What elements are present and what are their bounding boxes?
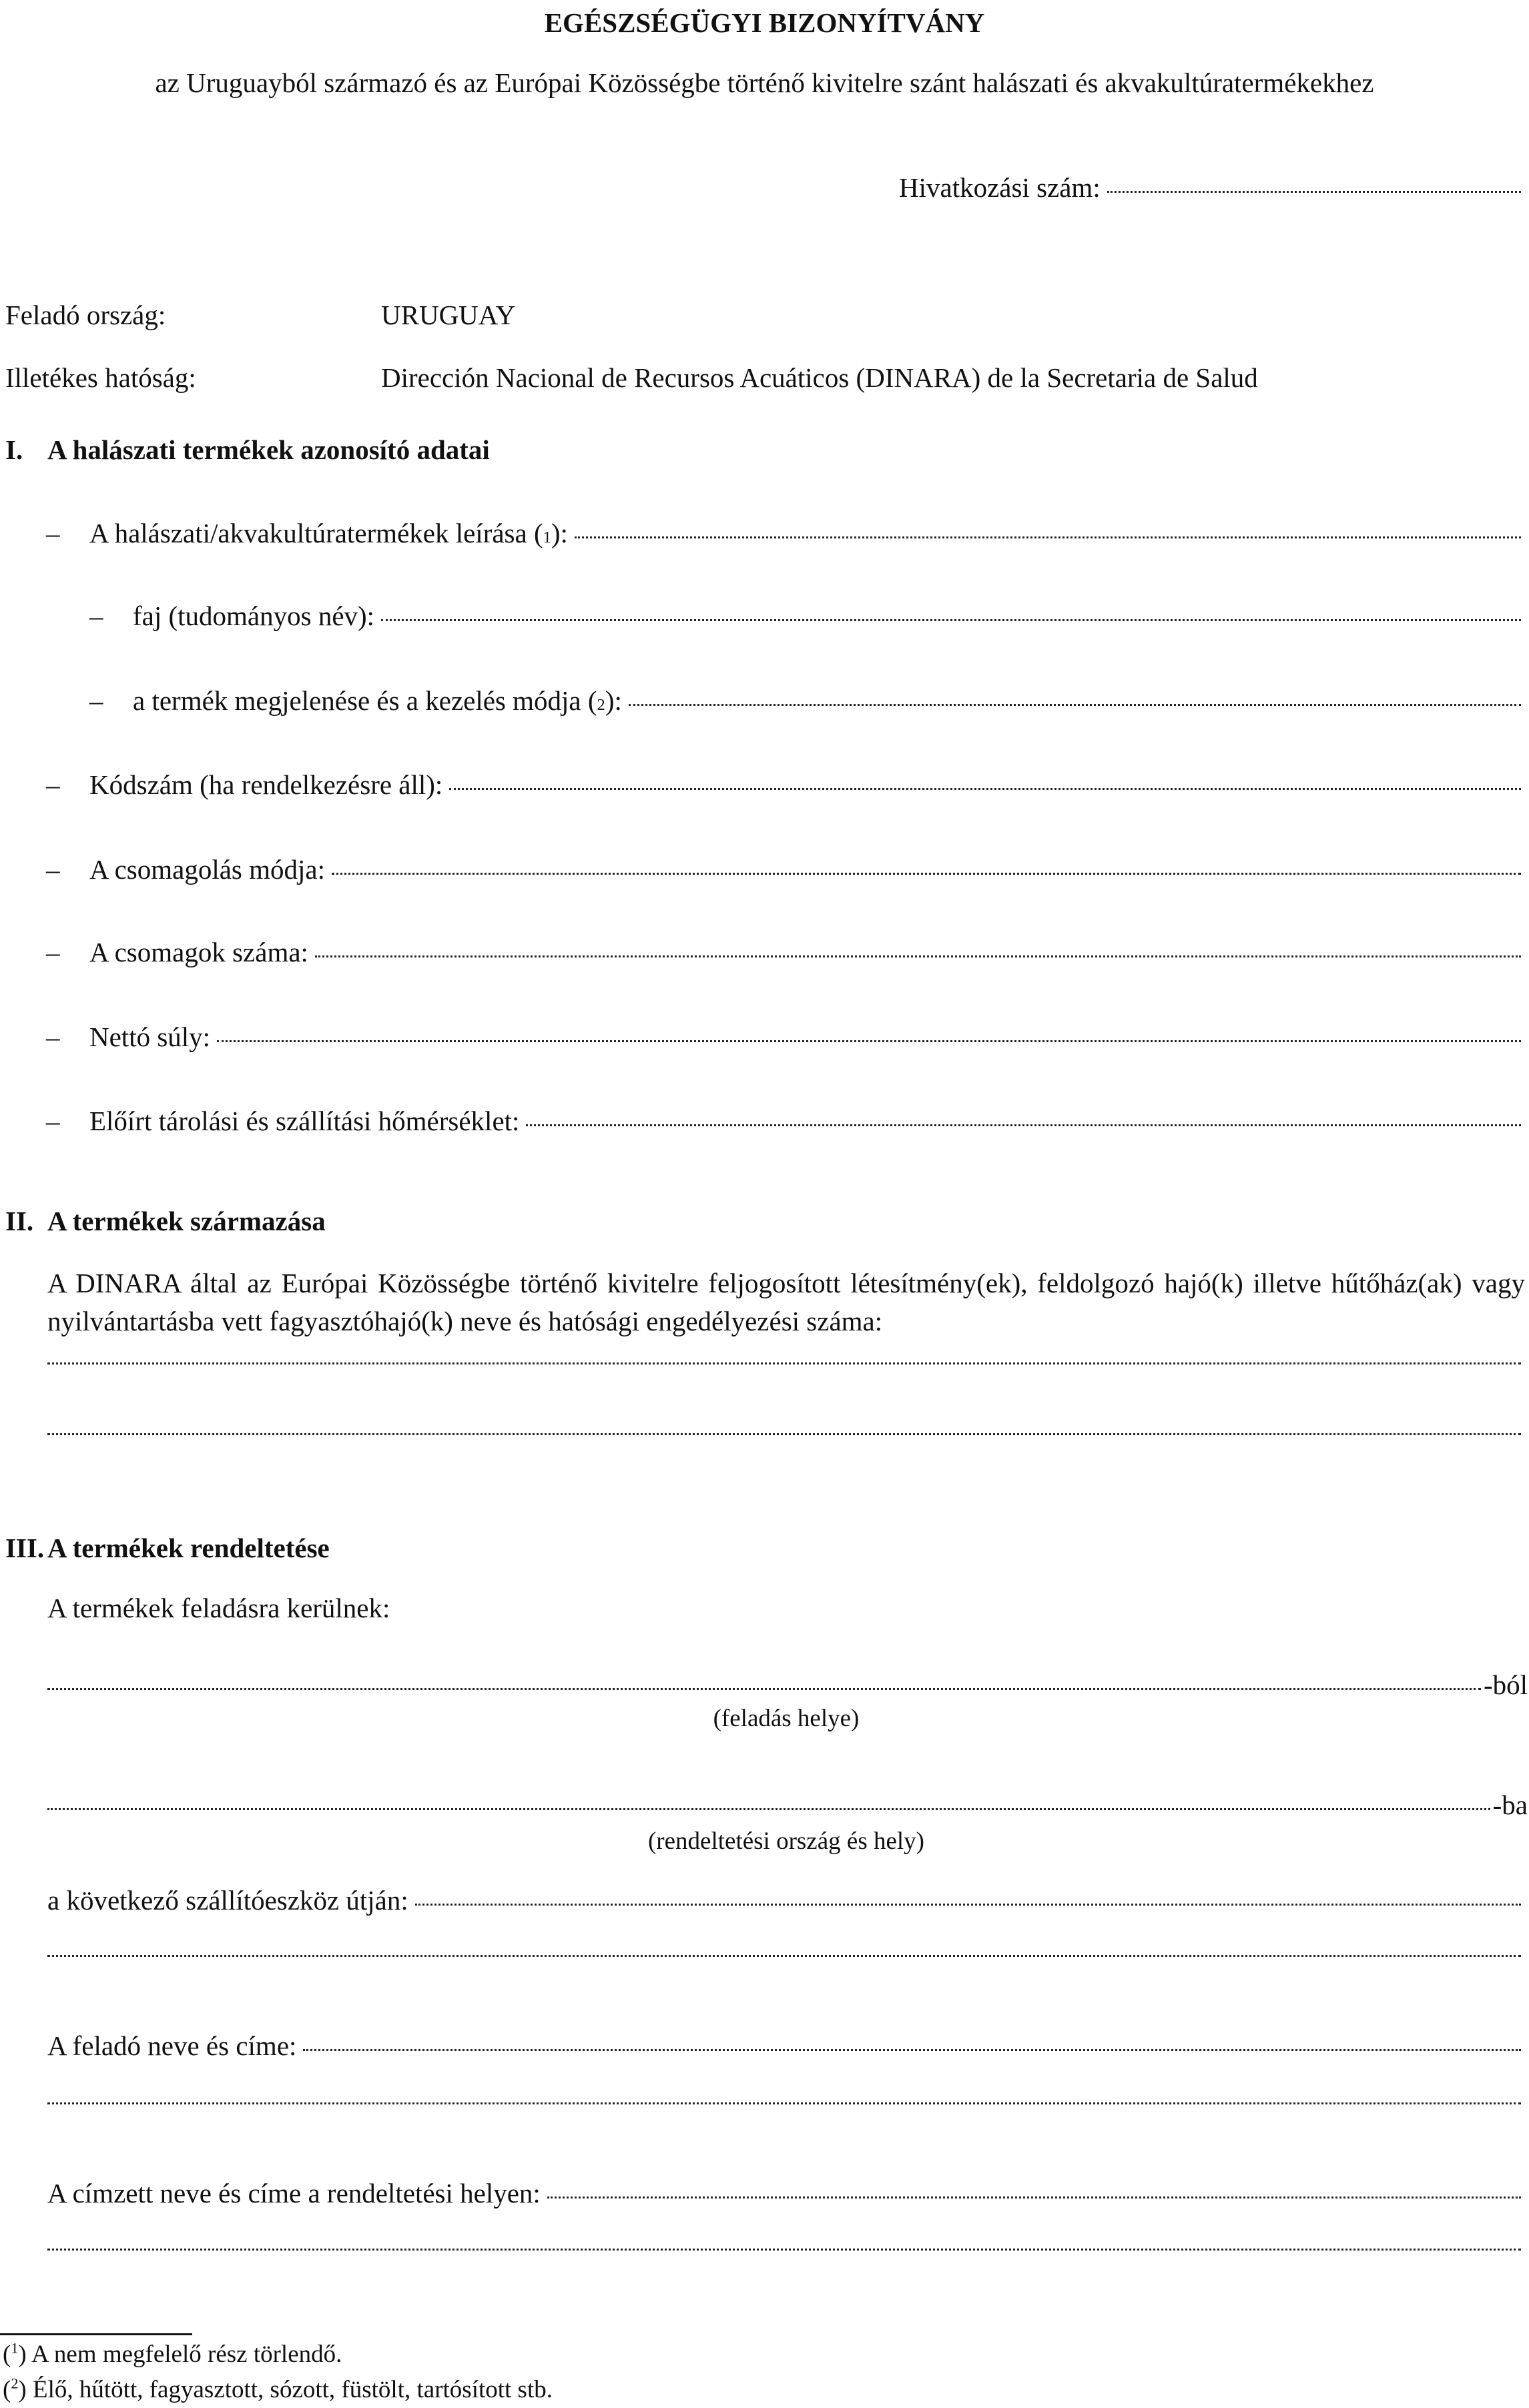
footnote-1: ($^1$) A nem megfelelő rész törlendő.: [3, 2339, 342, 2368]
origin-blank-1: [47, 1366, 1521, 1368]
field-label: A csomagok száma:: [89, 937, 308, 967]
field-blank[interactable]: [303, 2049, 1521, 2051]
dash: –: [46, 1022, 60, 1052]
section1-heading: A halászati termékek azonosító adatai: [47, 434, 490, 465]
footnote-2: ($^2$) Élő, hűtött, fagyasztott, sózott, füstölt, tartósított stb.: [3, 2375, 553, 2403]
field-blank[interactable]: [47, 1362, 1521, 1364]
consignee-field: [47, 2177, 1521, 2209]
document-title: EGÉSZSÉGÜGYI BIZONYÍTVÁNY: [544, 7, 985, 38]
field-blank[interactable]: [629, 704, 1521, 706]
sender-country-value: URUGUAY: [381, 300, 516, 330]
field-blank[interactable]: [47, 2102, 1521, 2104]
transport-field: [47, 1884, 1521, 1916]
field-package-count: [46, 936, 1521, 968]
dash: –: [46, 518, 60, 548]
field-label: faj (tudományos név):: [133, 600, 375, 631]
from-caption: (feladás helye): [713, 1705, 860, 1732]
field-blank[interactable]: [381, 619, 1521, 621]
footnote-divider: [0, 2333, 192, 2335]
footnote-mark: 1: [11, 2339, 19, 2357]
field-label-end: ):: [605, 685, 622, 716]
dispatch-from-field: [47, 1669, 1528, 1701]
consignor-label: A feladó neve és címe:: [47, 2030, 297, 2061]
section1-number: I.: [5, 434, 23, 465]
field-label: a termék megjelenése és a kezelés módja (: [133, 685, 597, 716]
field-blank[interactable]: [415, 1904, 1521, 1906]
section2-paragraph: A DINARA által az Európai Közösségbe történő kivitelre feljogosított létesítmény(ek), feldolgozó hajó(k) illetve hűtőház(ak) vagy nyilvántartásba vett fagyasztóhajó(k) neve és hatósági engedélyezési száma:: [47, 1268, 1525, 1336]
origin-blank-2: [47, 1437, 1521, 1439]
dash: –: [46, 937, 60, 967]
transport-label: a következő szállítóeszköz útján:: [47, 1885, 408, 1916]
field-blank[interactable]: [332, 873, 1521, 875]
field-label: A halászati/akvakultúratermékek leírása (: [89, 518, 543, 548]
dash: –: [89, 600, 103, 631]
field-blank[interactable]: [449, 788, 1521, 790]
dash: –: [46, 1106, 60, 1136]
field-blank[interactable]: [47, 1433, 1521, 1435]
dispatch-to-field: [47, 1789, 1528, 1821]
consignor-field: [47, 2030, 1521, 2062]
field-blank[interactable]: [47, 1688, 1481, 1690]
reference-number-field: [899, 171, 1521, 204]
consignor-blank-2: [47, 2106, 1521, 2108]
section2-heading: A termékek származása: [47, 1206, 326, 1236]
field-temperature: [46, 1105, 1521, 1137]
to-suffix: -ba: [1492, 1789, 1528, 1820]
consignee-blank-2: [47, 2253, 1521, 2255]
field-label: Kódszám (ha rendelkezésre áll):: [89, 769, 443, 800]
field-blank[interactable]: [526, 1124, 1521, 1126]
authority-label: Illetékes hatóság:: [5, 362, 196, 393]
field-blank[interactable]: [47, 1955, 1521, 1957]
field-label: Nettó súly:: [89, 1022, 211, 1052]
section3-number: III.: [5, 1533, 45, 1563]
field-description: – A halászati/akvakultúratermékek leírása ( 1 ):: [46, 517, 1521, 549]
dash: –: [89, 685, 103, 716]
field-blank[interactable]: [47, 1808, 1490, 1810]
consignee-label: A címzett neve és címe a rendeltetési helyen:: [47, 2178, 541, 2209]
reference-blank[interactable]: [1107, 191, 1521, 193]
to-caption: (rendeltetési ország és hely): [647, 1828, 924, 1855]
field-label: Előírt tárolási és szállítási hőmérséklet:: [89, 1106, 520, 1136]
field-label-end: ):: [551, 518, 568, 548]
sender-country-label: Feladó ország:: [5, 300, 166, 330]
field-species: [89, 600, 1521, 632]
field-blank[interactable]: [217, 1040, 1521, 1042]
authority-value: Dirección Nacional de Recursos Acuáticos (DINARA) de la Secretaria de Salud: [381, 362, 1258, 393]
field-presentation: – a termék megjelenése és a kezelés módja ( 2 ):: [89, 685, 1521, 717]
transport-blank-2: [47, 1959, 1521, 1961]
field-blank[interactable]: [547, 2196, 1521, 2198]
dispatch-intro: A termékek feladásra kerülnek:: [47, 1593, 390, 1623]
footnote-mark: 2: [11, 2375, 19, 2392]
field-blank[interactable]: [575, 536, 1521, 538]
document-subtitle: az Uruguayból származó és az Európai Közösségbe történő kivitelre szánt halászati és akvakultúratermékekhez: [155, 67, 1374, 98]
section3-heading: A termékek rendeltetése: [47, 1533, 330, 1563]
field-code: [46, 769, 1521, 801]
field-label: A csomagolás módja:: [89, 854, 326, 885]
footnote-text: A nem megfelelő rész törlendő.: [31, 2341, 342, 2368]
section2-number: II.: [5, 1206, 34, 1236]
from-suffix: -ból: [1483, 1669, 1528, 1700]
field-packaging: [46, 853, 1521, 885]
field-blank[interactable]: [315, 955, 1521, 957]
dash: –: [46, 854, 60, 885]
footnote-text: Élő, hűtött, fagyasztott, sózott, füstölt, tartósított stb.: [33, 2376, 553, 2403]
field-net-weight: [46, 1021, 1521, 1053]
reference-label: Hivatkozási szám:: [899, 172, 1101, 203]
field-blank[interactable]: [47, 2249, 1521, 2251]
dash: –: [46, 769, 60, 800]
